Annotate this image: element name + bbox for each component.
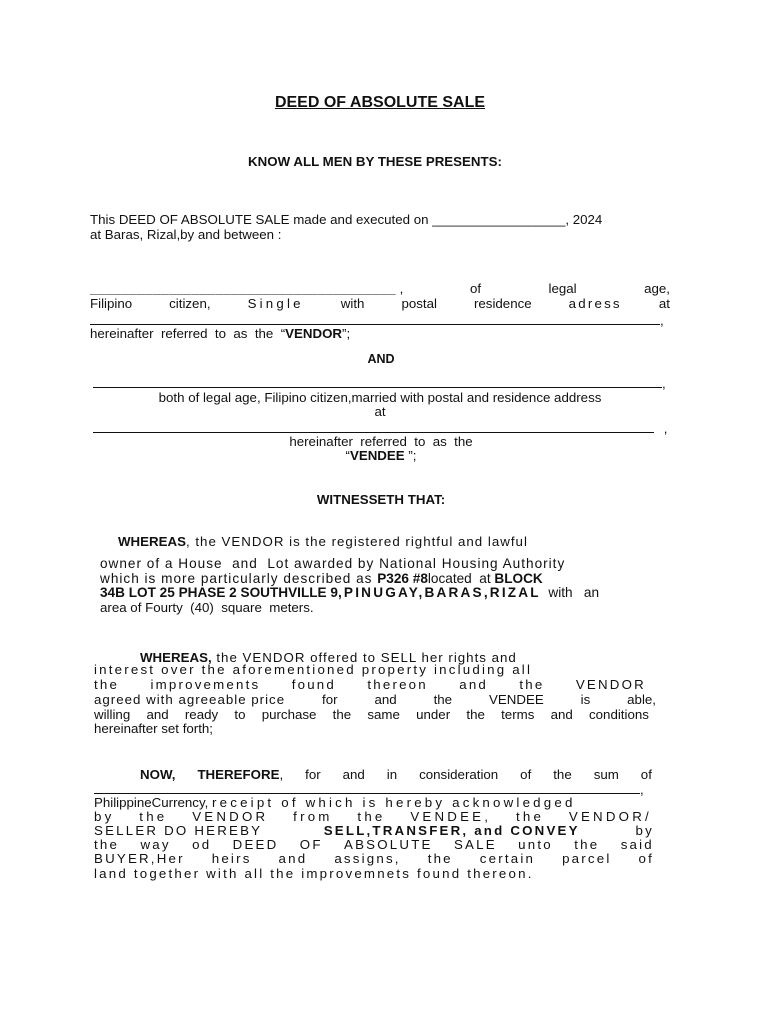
now-word: by	[94, 809, 115, 824]
whereas2-word: purchase	[261, 707, 317, 722]
vendee-address-blank	[93, 420, 654, 433]
vendee-quote-close: ”;	[408, 448, 417, 463]
vendee-label: VENDEE	[349, 448, 409, 463]
now-word: unto	[518, 837, 553, 852]
whereas2-word: VENDEE	[489, 692, 544, 707]
whereas2-word: VENDOR	[575, 677, 646, 692]
now-word: DEED	[232, 837, 279, 852]
currency-text: PhilippineCurrency,	[94, 795, 209, 810]
now-word: the	[553, 767, 572, 782]
whereas2-word: and	[459, 677, 489, 692]
block-label: BLOCK	[494, 571, 543, 586]
now-word: the	[574, 837, 600, 852]
now-word: the	[427, 851, 453, 866]
execution-date-blank: __________________	[432, 212, 566, 227]
and-label: AND	[367, 352, 395, 366]
now-word: consideration	[419, 767, 499, 782]
now-text: SELLER DO HEREBY	[94, 823, 268, 838]
vendor-referred-line	[90, 326, 350, 341]
whereas2-line-2: interest over the aforementioned property including all	[94, 662, 533, 677]
now-word: BUYER,Her	[94, 851, 185, 866]
whereas1-line-3	[100, 571, 543, 586]
vendor-name-blank: _______________________________________	[90, 281, 396, 296]
intro-line-2: at Baras, Rizal,by and between :	[90, 227, 282, 242]
vendee-at: at	[374, 404, 386, 419]
intro-text: This DEED OF ABSOLUTE SALE made and executed on	[90, 212, 429, 227]
now-word: assigns,	[334, 851, 401, 866]
property-location-town: ,PINUGAY,BARAS,RIZAL	[337, 585, 541, 600]
now-line-1	[140, 767, 652, 782]
whereas2-word: under	[416, 707, 451, 722]
whereas2-word: and	[374, 692, 397, 707]
now-word: and	[278, 851, 308, 866]
whereas2-word: terms	[501, 707, 535, 722]
now-word: heirs	[211, 851, 252, 866]
vendor-address-comma: ,	[660, 313, 664, 328]
whereas2-line-3	[94, 677, 646, 692]
now-word: sum	[593, 767, 619, 782]
whereas2-word: conditions	[589, 707, 649, 722]
vendee-referred-text: hereinafter referred to as the	[289, 434, 473, 449]
whereas2-word: and	[550, 707, 573, 722]
vendor-label: VENDOR	[285, 326, 343, 341]
vendor-line-2	[90, 296, 670, 311]
intro-line-1	[90, 212, 602, 227]
whereas1-line-2: owner of a House and Lot awarded by National Housing Authority	[100, 556, 566, 571]
now-line-3	[94, 795, 576, 810]
vendee-quote-open: “	[345, 448, 350, 463]
whereas2-word: ready	[184, 707, 219, 722]
whereas2-bold: WHEREAS,	[140, 650, 212, 665]
vendor-word: at	[658, 296, 670, 311]
whereas2-word: willing	[94, 707, 131, 722]
whereas2-word: improvements	[150, 677, 261, 692]
now-word: the	[357, 809, 386, 824]
vendee-description: both of legal age, Filipino citizen,married with postal and residence address	[158, 390, 602, 405]
now-word: OF	[299, 837, 323, 852]
whereas2-word: is	[580, 692, 591, 707]
vendor-word: with	[340, 296, 365, 311]
now-word: ,	[279, 767, 284, 782]
now-word: the	[94, 837, 120, 852]
intro-year: , 2024	[565, 212, 603, 227]
now-line-8: land together with all the improvemnets found thereon.	[94, 866, 534, 881]
whereas2-word: found	[291, 677, 336, 692]
vendor-word: Single	[247, 296, 304, 311]
now-line-5	[94, 823, 654, 838]
now-line-4	[94, 809, 652, 824]
now-word: way	[140, 837, 171, 852]
now-word: of	[520, 767, 532, 782]
whereas1-line-4	[100, 585, 599, 600]
vendor-address-blank	[90, 312, 660, 325]
now-text: by	[635, 823, 654, 838]
whereas2-line-4	[94, 692, 656, 707]
whereas2-line-6: hereinafter set forth;	[94, 721, 213, 736]
now-bold: NOW,	[140, 767, 176, 782]
now-word: ABSOLUTE	[344, 837, 433, 852]
therefore-bold: THEREFORE	[197, 767, 280, 782]
vendor-word: residence	[473, 296, 532, 311]
lot-number: P326 #8	[377, 571, 428, 586]
vendor-referred-end: ”;	[342, 326, 351, 341]
witnesseth-heading: WITNESSETH THAT:	[316, 492, 446, 507]
now-word: for	[305, 767, 321, 782]
now-word: VENDOR	[192, 809, 269, 824]
vendor-line-1	[90, 281, 670, 296]
vendor-name-comma: ,	[399, 281, 404, 296]
vendor-referred-text: hereinafter referred to as the “	[90, 326, 286, 341]
now-word: the	[139, 809, 168, 824]
now-word: of	[640, 767, 652, 782]
vendor-word: age,	[644, 281, 670, 296]
whereas2-word: able,	[627, 692, 656, 707]
whereas1-text: , the VENDOR is the registered rightful and lawful	[185, 534, 528, 549]
amount-comma: ,	[640, 782, 644, 797]
vendee-name-line	[93, 375, 666, 391]
vendor-word: of	[470, 281, 482, 296]
sell-transfer-convey: SELL,TRANSFER, and CONVEY	[323, 823, 580, 838]
whereas1-line-5: area of Fourty (40) square meters.	[100, 600, 314, 615]
vendor-word: Filipino	[90, 296, 133, 311]
whereas1-text: with an	[540, 585, 600, 600]
vendor-word: postal	[401, 296, 437, 311]
whereas2-text: the VENDOR offered to SELL her rights and	[211, 650, 517, 665]
whereas2-word: the	[433, 692, 453, 707]
now-word: parcel	[562, 851, 612, 866]
whereas2-word: and	[146, 707, 169, 722]
vendor-word: legal	[548, 281, 577, 296]
property-location: 34B LOT 25 PHASE 2 SOUTHVILLE 9	[100, 585, 338, 600]
document-subtitle: KNOW ALL MEN BY THESE PRESENTS:	[248, 154, 502, 169]
whereas2-word: the	[94, 677, 120, 692]
vendee-name-comma: ,	[662, 376, 666, 391]
whereas2-word: same	[367, 707, 400, 722]
vendor-word: adress	[568, 296, 622, 311]
now-word: VENDOR/	[568, 809, 652, 824]
now-word: the	[515, 809, 545, 824]
whereas1-bold: WHEREAS	[118, 534, 186, 549]
vendee-address-comma: ,	[663, 421, 668, 436]
now-word: said	[620, 837, 654, 852]
amount-blank	[94, 782, 640, 794]
whereas2-word: thereon	[367, 677, 428, 692]
whereas1-text: which is more particularly described as	[100, 571, 378, 586]
whereas2-line-5	[94, 707, 649, 722]
whereas2-word: the	[519, 677, 545, 692]
now-line-7	[94, 851, 654, 866]
now-word: from	[293, 809, 333, 824]
document-title: DEED OF ABSOLUTE SALE	[274, 94, 486, 111]
now-word: od	[192, 837, 212, 852]
vendor-word: citizen,	[169, 296, 211, 311]
now-word: certain	[479, 851, 536, 866]
vendee-label-line	[0, 448, 762, 463]
now-line-6	[94, 837, 654, 852]
whereas2-word: for	[322, 692, 338, 707]
now-word: and	[342, 767, 365, 782]
now-text: receipt of which is hereby acknowledged	[212, 795, 576, 810]
whereas2-word: agreed with agreeable price	[94, 692, 286, 707]
whereas2-word: the	[466, 707, 485, 722]
whereas2-word: to	[234, 707, 246, 722]
now-word: of	[638, 851, 654, 866]
whereas1-text: located at	[427, 571, 495, 586]
whereas1-line-1	[118, 534, 528, 549]
now-word: SALE	[453, 837, 497, 852]
vendee-name-blank	[93, 375, 662, 388]
whereas2-word: the	[332, 707, 352, 722]
now-word: in	[386, 767, 398, 782]
now-word: VENDEE,	[410, 809, 492, 824]
